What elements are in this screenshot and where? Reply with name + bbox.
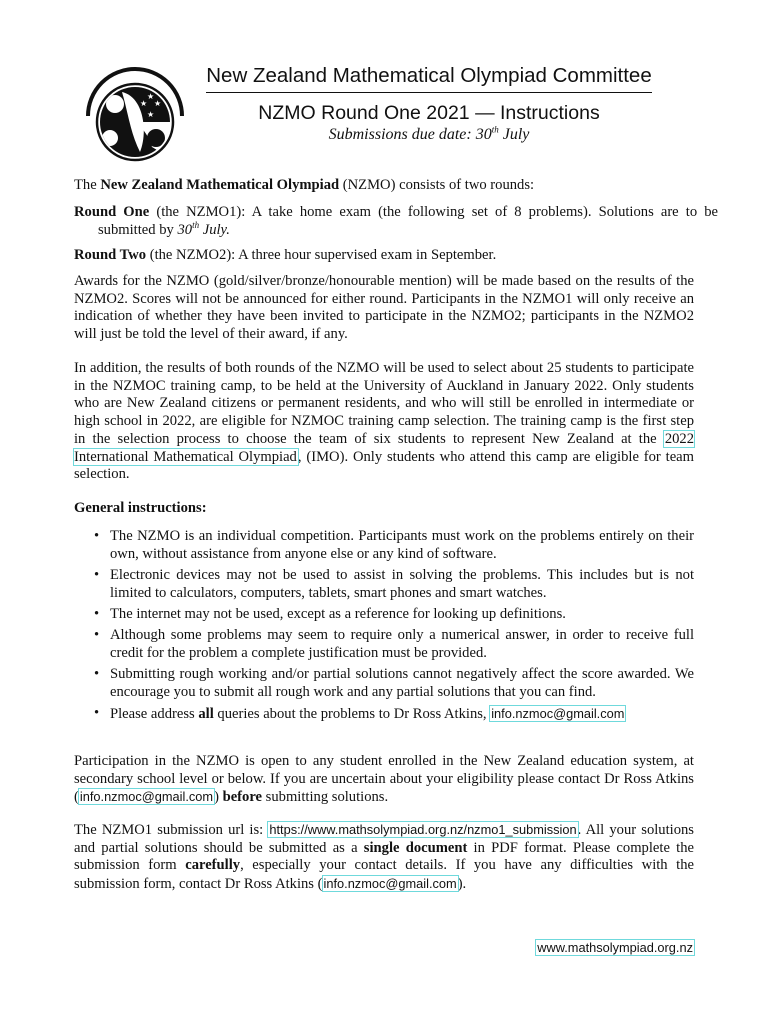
bullet-icon: • bbox=[94, 627, 100, 644]
text-run: queries about the problems to Dr Ross Atkins, bbox=[213, 705, 491, 722]
bold-text: Round Two bbox=[74, 247, 147, 263]
document-title: NZMO Round One 2021 — Instructions bbox=[258, 102, 600, 124]
intro-paragraph bbox=[74, 177, 694, 195]
text-run: Please address bbox=[110, 705, 199, 722]
text-run: The internet may not be used, except as a reference for looking up definitions. bbox=[110, 605, 566, 622]
instruction-item bbox=[74, 528, 694, 563]
awards-paragraph bbox=[74, 273, 694, 344]
text-run: ). bbox=[457, 876, 467, 893]
due-date-sup: th bbox=[491, 124, 499, 135]
due-date-text: Submissions due date: 30 bbox=[328, 126, 492, 143]
italic-text: July. bbox=[199, 221, 230, 238]
text-run: submitting solutions. bbox=[262, 789, 389, 806]
footer bbox=[536, 939, 694, 957]
eligibility-paragraph bbox=[74, 753, 694, 807]
committee-heading: New Zealand Mathematical Olympiad Committee bbox=[206, 64, 652, 93]
email-link[interactable]: info.nzmoc@gmail.com bbox=[323, 876, 457, 892]
bullet-icon: • bbox=[94, 704, 100, 721]
text-run: in PDF format. Please complete the submission form bbox=[74, 839, 694, 874]
training-camp-paragraph bbox=[74, 360, 694, 484]
text-run: ) bbox=[214, 789, 223, 806]
instructions-list bbox=[74, 528, 694, 727]
svg-text:★: ★ bbox=[147, 92, 155, 101]
text-run: (the NZMO2): A three hour supervised exam in September. bbox=[146, 247, 497, 263]
text-run: , especially your contact details. If you have any difficulties with the submission form, contact Dr Ross Atkins ( bbox=[74, 857, 695, 893]
bold-text: all bbox=[198, 705, 214, 722]
text-run: Awards for the NZMO (gold/silver/bronze/honourable mention) will be made based on the results of the NZMO2. Scores will not be announced for either round. Participants in the NZMO1 will only receive an indication of whether they have been invited to participate in the NZMO2; participants in the NZMO2 will just be told the level of their award, if any. bbox=[74, 273, 694, 343]
text-run: In addition, the results of both rounds of the NZMO will be used to select about 25 students to participate in the NZMOC training camp, to be held at the University of Auckland in January 2022. Only students who are New Zealand citizens or permanent residents, and who will still be enrolled in intermediate or high school in 2022, are eligible for NZMOC training camp selection. The training camp is the first step in the selection process to choose the team of six students to represent New Zealand at the bbox=[74, 360, 694, 447]
bold-text: General instructions: bbox=[74, 500, 207, 516]
text-run: . All your solutions and partial solutions should be submitted as a bbox=[74, 822, 694, 856]
text-run: (NZMO) consists of two rounds: bbox=[339, 177, 535, 193]
nzmoc-logo bbox=[82, 52, 188, 164]
due-date-month: July bbox=[498, 126, 530, 143]
bullet-icon: • bbox=[94, 605, 100, 622]
text-run: The NZMO is an individual competition. Participants must work on the problems entirely on their own, without assistance from anyone else or any kind of software. bbox=[110, 528, 694, 562]
submission-paragraph bbox=[74, 821, 694, 894]
text-run: The bbox=[74, 177, 101, 193]
svg-text:★: ★ bbox=[140, 99, 148, 108]
url-link[interactable]: https://www.mathsolympiad.org.nz/nzmo1_submission bbox=[269, 822, 577, 837]
bold-text: Round One bbox=[74, 204, 150, 220]
bullet-icon: • bbox=[94, 528, 100, 544]
website-link[interactable]: www.mathsolympiad.org.nz bbox=[537, 940, 693, 955]
imo-link[interactable]: 2022 International Mathematical Olympiad bbox=[74, 430, 694, 465]
bullet-icon: • bbox=[94, 566, 100, 583]
email-link[interactable]: info.nzmoc@gmail.com bbox=[491, 705, 625, 721]
instruction-item bbox=[74, 627, 694, 662]
due-date bbox=[206, 126, 652, 144]
round-two-paragraph bbox=[74, 247, 694, 265]
superscript: th bbox=[192, 219, 200, 230]
svg-text:★: ★ bbox=[154, 99, 162, 108]
email-link[interactable]: info.nzmoc@gmail.com bbox=[79, 789, 214, 805]
round-one-paragraph bbox=[74, 204, 718, 239]
general-instructions-heading bbox=[74, 500, 694, 518]
text-run: (the NZMO1): A take home exam (the following set of 8 problems). Solutions are to be submitted by bbox=[98, 204, 718, 238]
instruction-item bbox=[74, 567, 694, 602]
text-run: Participation in the NZMO is open to any student enrolled in the New Zealand education system, at secondary school level or below. If you are uncertain about your eligibility please contact Dr Ross Atkins ( bbox=[74, 753, 694, 806]
italic-text: 30 bbox=[177, 221, 193, 238]
text-run: Although some problems may seem to require only a numerical answer, in order to receive full credit for the problem a complete justification must be provided. bbox=[110, 627, 694, 661]
bold-text: before bbox=[222, 789, 263, 806]
svg-text:★: ★ bbox=[147, 110, 155, 119]
instruction-item bbox=[74, 705, 694, 724]
bold-text: single document bbox=[363, 839, 468, 856]
text-run: , (IMO). Only students who attend this camp are eligible for team selection. bbox=[74, 448, 695, 483]
instruction-item bbox=[74, 606, 694, 624]
text-run: The NZMO1 submission url is: bbox=[74, 822, 269, 838]
instruction-item bbox=[74, 666, 694, 701]
text-run: Electronic devices may not be used to assist in solving the problems. This includes but is not limited to calculators, computers, tablets, smart phones and smart watches. bbox=[110, 566, 694, 601]
bold-text: carefully bbox=[185, 857, 241, 874]
bullet-icon: • bbox=[94, 665, 100, 682]
text-run: Submitting rough working and/or partial solutions cannot negatively affect the score awarded. We encourage you to submit all rough work and any partial solutions that you can find. bbox=[110, 665, 694, 700]
bold-text: New Zealand Mathematical Olympiad bbox=[100, 177, 340, 193]
